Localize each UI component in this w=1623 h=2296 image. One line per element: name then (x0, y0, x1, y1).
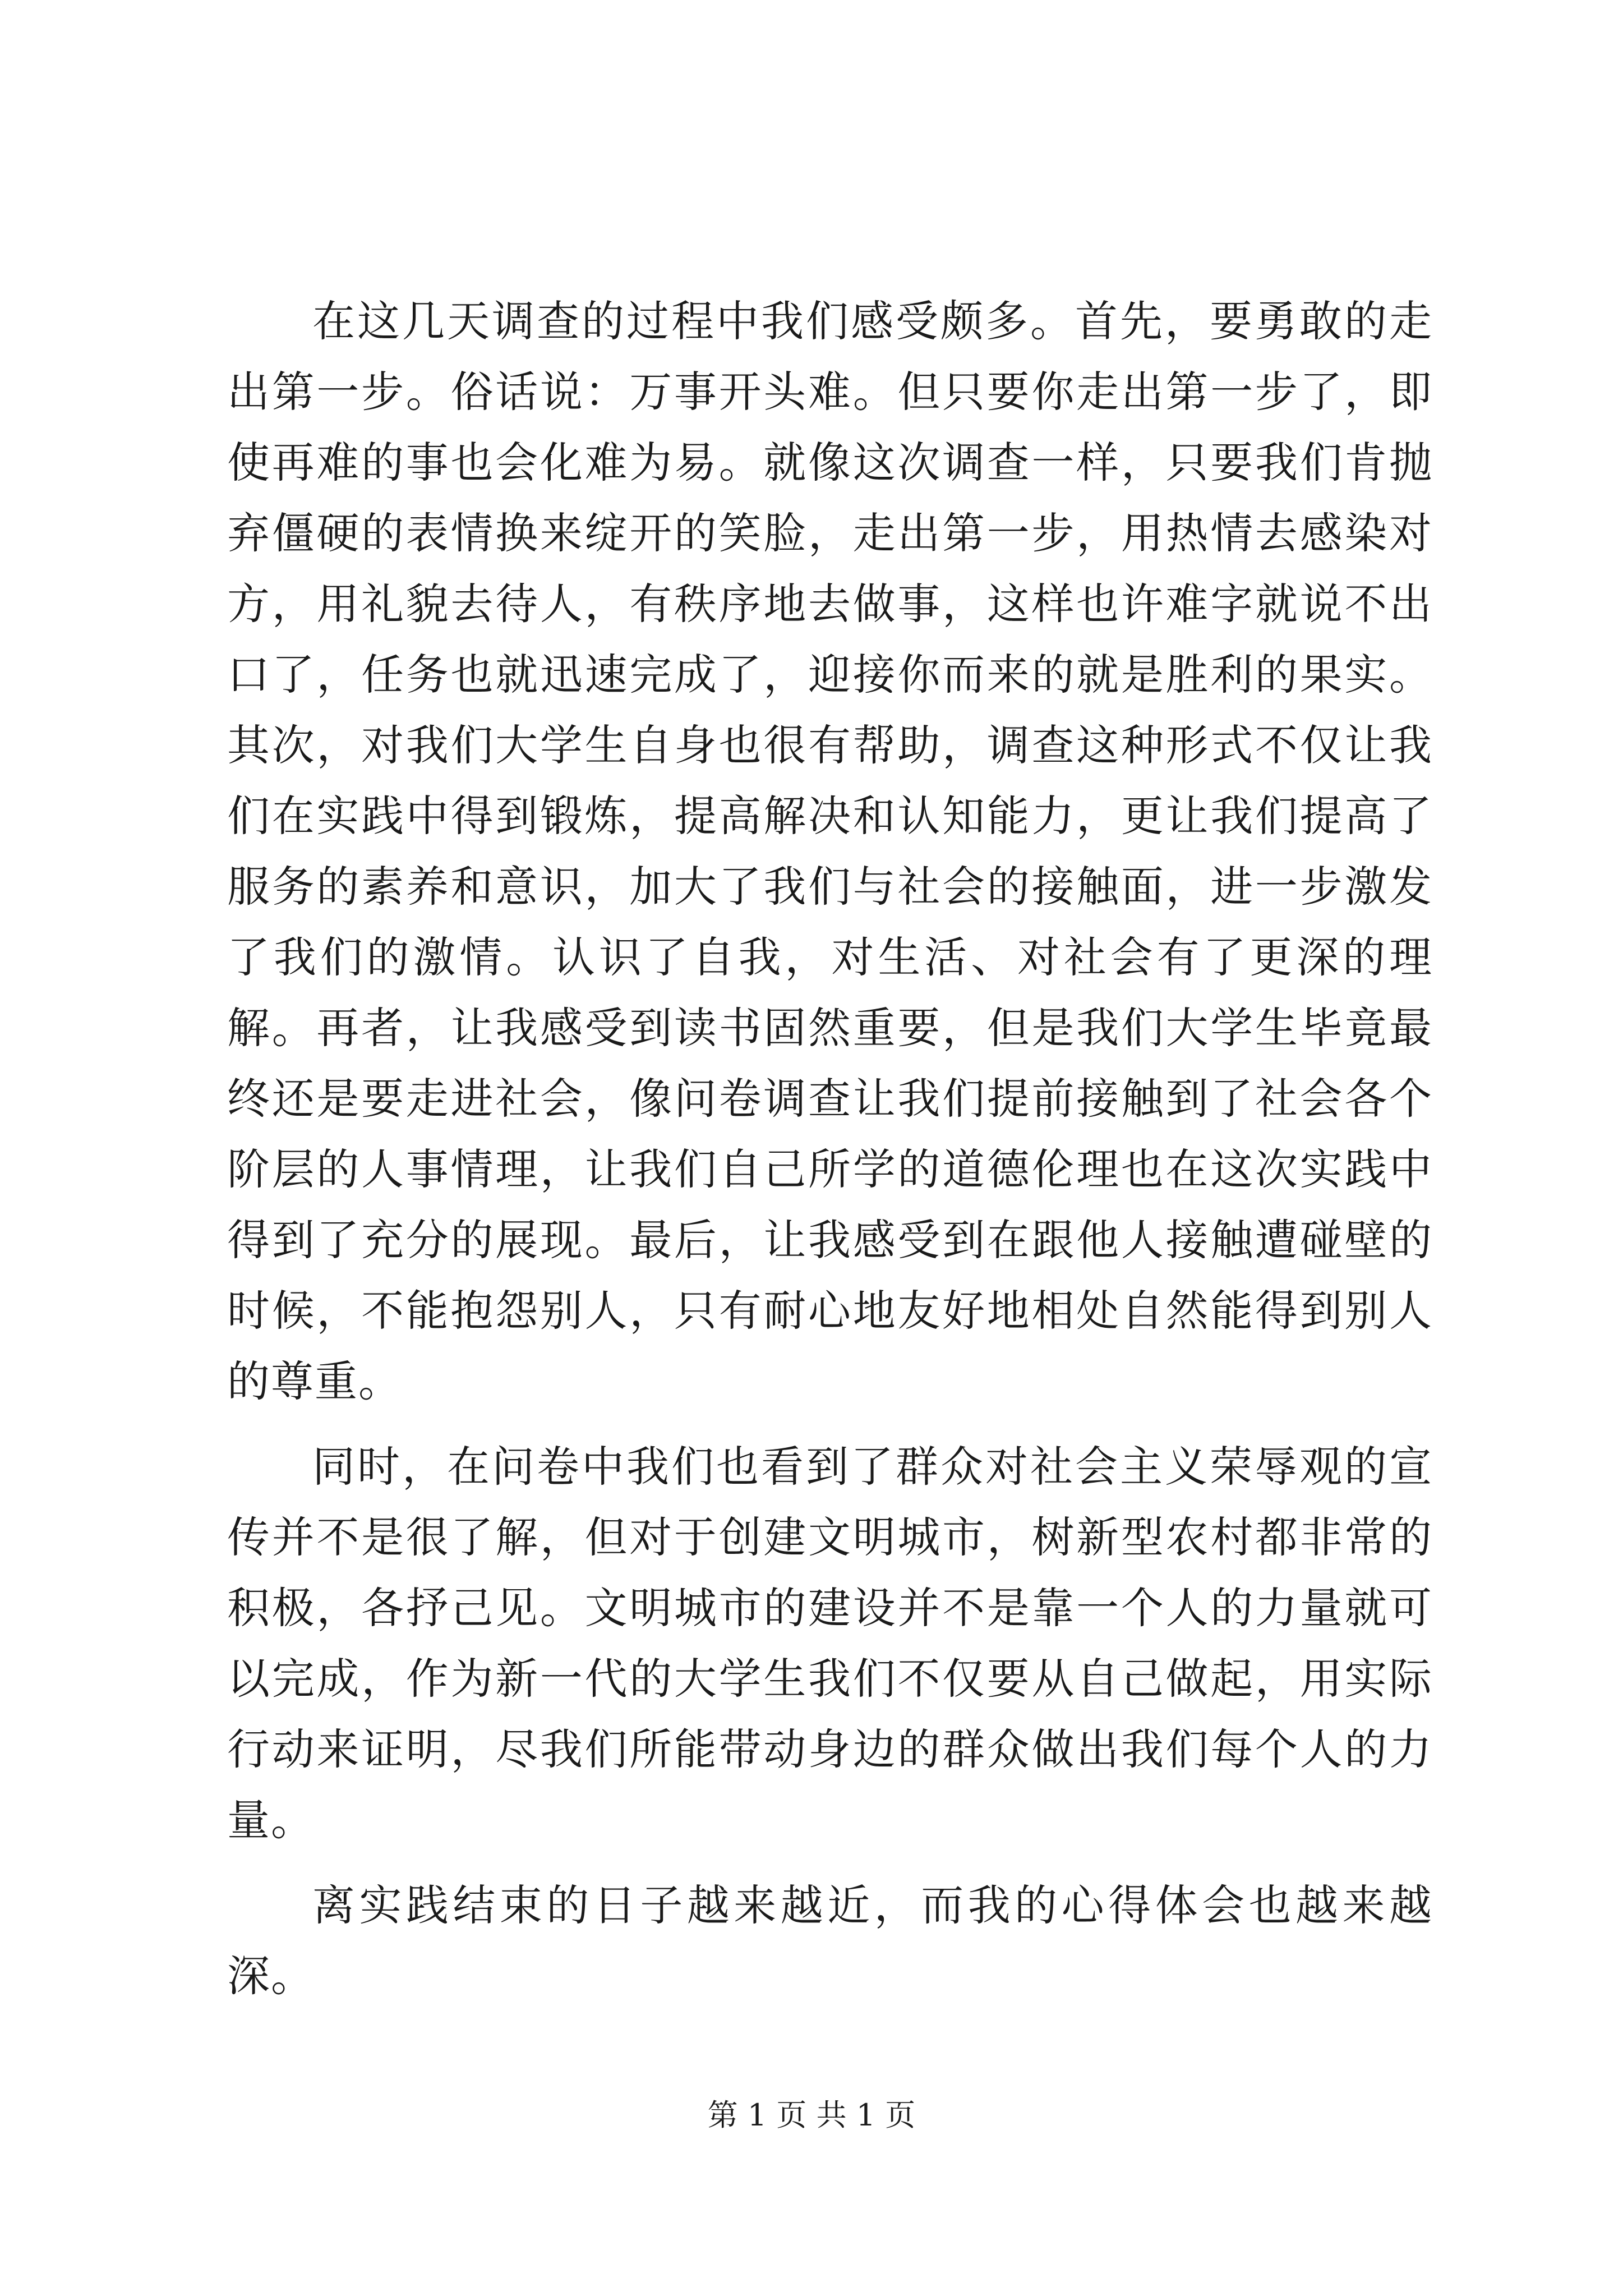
paragraph-1: 在这几天调查的过程中我们感受颇多。首先，要勇敢的走出第一步。俗话说：万事开头难。但只要你走出第一步了，即使再难的事也会化难为易。就像这次调查一样，只要我们肯抛弃僵硬的表情换来绽开的笑脸，走出第一步，用热情去感染对方，用礼貌去待人，有秩序地去做事，这样也许难字就说不出口了，任务也就迅速完成了，迎接你而来的就是胜利的果实。其次，对我们大学生自身也很有帮助，调查这种形式不仅让我们在实践中得到锻炼，提高解决和认知能力，更让我们提高了服务的素养和意识，加大了我们与社会的接触面，进一步激发了我们的激情。认识了自我，对生活、对社会有了更深的理解。再者，让我感受到读书固然重要，但是我们大学生毕竟最终还是要走进社会，像问卷调查让我们提前接触到了社会各个阶层的人事情理，让我们自己所学的道德伦理也在这次实践中得到了充分的展现。最后，让我感受到在跟他人接触遭碰壁的时候，不能抱怨别人，只有耐心地友好地相处自然能得到别人的尊重。 (227, 296, 1433, 1406)
page-footer: 第 1 页 共 1 页 (707, 2097, 916, 2133)
paragraph-3: 离实践结束的日子越来越近，而我的心得体会也越来越深。 (227, 1880, 1433, 2001)
paragraph-2: 同时，在问卷中我们也看到了群众对社会主义荣辱观的宣传并不是很了解，但对于创建文明城市，树新型农村都非常的积极，各抒己见。文明城市的建设并不是靠一个人的力量就可以完成，作为新一代的大学生我们不仅要从自己做起，用实际行动来证明，尽我们所能带动身边的群众做出我们每个人的力量。 (227, 1442, 1433, 1845)
document-body (227, 286, 1433, 2026)
